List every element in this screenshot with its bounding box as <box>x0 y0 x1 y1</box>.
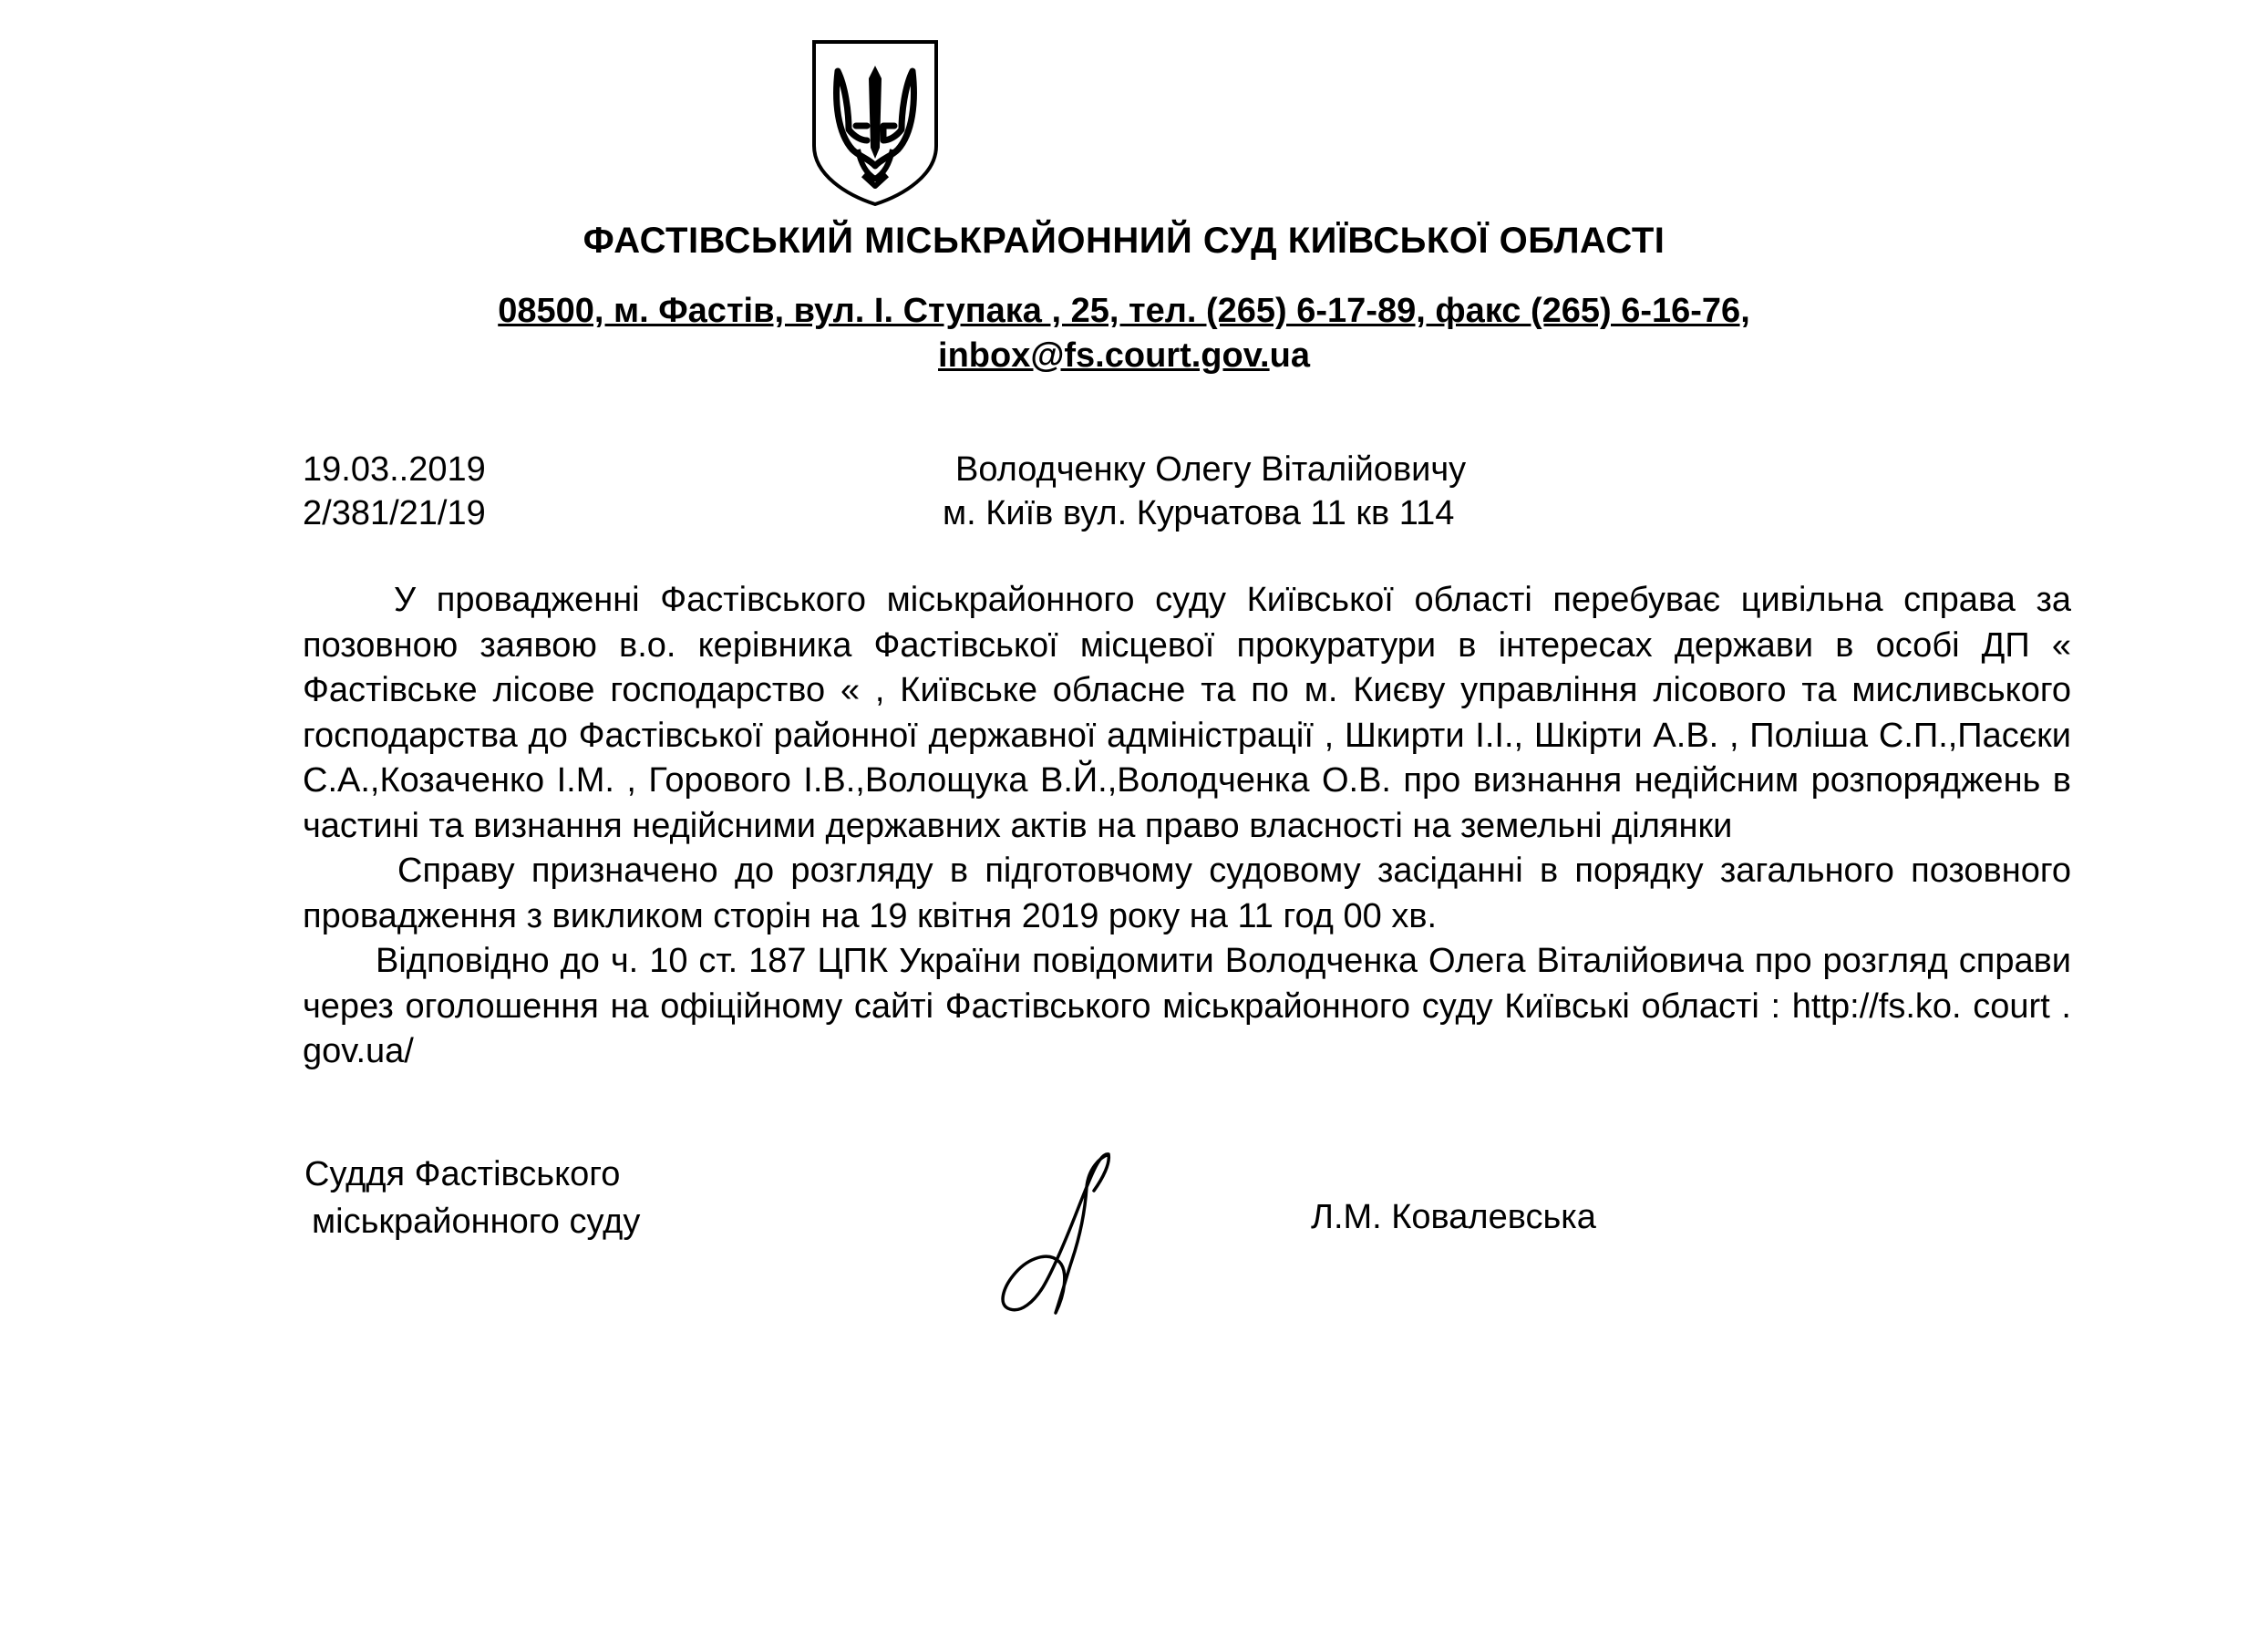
body-paragraph-notice: Відповідно до ч. 10 ст. 187 ЦПК України повідомити Володченка Олега Віталійовича про розгляд справи через оголошення на офіційному сайті Фастівського міськрайонного суду Київські області : http://fs.ko. court . gov.ua/ <box>303 942 2071 1070</box>
signatory-title-line-2: міськрайонного суду <box>312 1203 641 1241</box>
coat-of-arms-icon <box>807 38 944 206</box>
court-address: 08500, м. Фастів, вул. І. Ступака , 25, тел. (265) 6-17-89, факс (265) 6-16-76, <box>498 292 1750 330</box>
letter-date: 19.03..2019 <box>303 450 486 489</box>
judge-name: Л.М. Ковалевська <box>1311 1198 1596 1236</box>
signatory-title-line-1: Суддя Фастівського <box>304 1155 621 1193</box>
signatory-title <box>304 1151 640 1245</box>
body-paragraph-hearing: Справу призначено до розгляду в підготовчому судовому засіданні в порядку загального позовного провадження з викликом сторін на 19 квітня 2019 року на 11 год 00 хв. <box>303 852 2071 935</box>
court-name-heading: ФАСТІВСЬКИЙ МІСЬКРАЙОННИЙ СУД КИЇВСЬКОЇ ОБЛАСТІ <box>583 221 1665 261</box>
handwritten-signature <box>972 1151 1127 1324</box>
body-paragraph-case: У провадженні Фастівського міськрайонного суду Київської області перебуває цивільна справа за позовною заявою в.о. керівника Фастівської місцевої прокуратури в інтересах держави в особі ДП « Фастівське лісове господарство « , Київське обласне та по м. Києву управління лісового та мисливського господарства до Фастівської районної державної адміністрації , Шкирти І.І., Шкірти А.В. , Поліша С.П.,Пасєки С.А.,Козаченко І.М. , Горового І.В.,Волощука В.Й.,Володченка О.В. про визнання недійсним розпоряджень в частині та визнання недійсними державних актів на право власності на земельні ділянки <box>303 581 2071 845</box>
court-email <box>0 336 2248 376</box>
letter-body <box>303 578 2071 1075</box>
recipient-address: м. Київ вул. Курчатова 11 кв 114 <box>943 494 1455 532</box>
letter-reference-number: 2/381/21/19 <box>303 494 486 532</box>
court-email-link[interactable]: inbox@fs.court.gov. <box>938 336 1270 375</box>
recipient-name: Володченку Олегу Віталійовичу <box>955 450 1467 489</box>
court-email-tail: ua <box>1269 336 1310 375</box>
